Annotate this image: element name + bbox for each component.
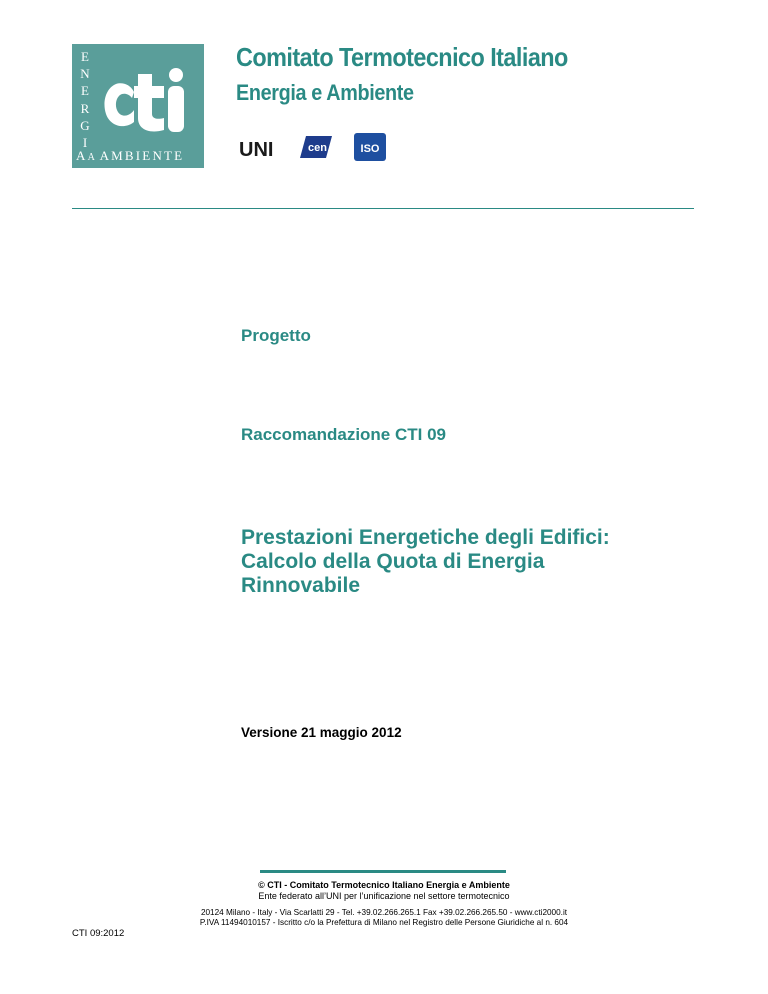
cen-logo bbox=[296, 132, 336, 162]
header-divider bbox=[72, 208, 694, 209]
cen-logo-text: cen bbox=[308, 142, 327, 154]
footer-address: 20124 Milano - Italy - Via Scarlatti 29 - Tel. +39.02.266.265.1 Fax +39.02.266.265.50 - www.cti2000.it bbox=[200, 908, 568, 917]
document-series: Raccomandazione CTI 09 bbox=[241, 425, 447, 444]
footer-federation: Ente federato all’UNI per l’unificazione nel settore termotecnico bbox=[258, 891, 510, 901]
logo-letter: G bbox=[80, 117, 90, 133]
logo-letter: E bbox=[81, 83, 89, 99]
document-title-line: Rinnovabile bbox=[241, 574, 361, 597]
uni-logo bbox=[238, 132, 274, 162]
document-code: CTI 09:2012 bbox=[72, 928, 125, 939]
document-title bbox=[241, 526, 681, 598]
iso-logo bbox=[354, 132, 386, 162]
logo-letter: E bbox=[81, 49, 89, 64]
footer-copyright: © CTI - Comitato Termotecnico Italiano Energia e Ambiente bbox=[258, 880, 510, 890]
logo-ambiente-text: AA AMBIENTE bbox=[76, 148, 185, 163]
org-name: Comitato Termotecnico Italiano bbox=[236, 42, 568, 72]
uni-logo-text: UNI bbox=[239, 139, 274, 161]
logo-letter: N bbox=[80, 66, 90, 82]
document-title-line: Prestazioni Energetiche degli Edifici: bbox=[241, 526, 610, 549]
cti-logo bbox=[72, 44, 204, 168]
document-version: Versione 21 maggio 2012 bbox=[241, 725, 402, 740]
document-title-line: Calcolo della Quota di Energia bbox=[241, 550, 545, 573]
logo-vertical-letters bbox=[78, 48, 92, 151]
logo-letter: I bbox=[82, 135, 88, 151]
footer-divider bbox=[260, 870, 506, 873]
cti-brand-mark bbox=[100, 68, 200, 146]
org-subtitle: Energia e Ambiente bbox=[236, 80, 414, 105]
document-status: Progetto bbox=[241, 326, 311, 345]
iso-logo-text: ISO bbox=[360, 143, 380, 155]
footer-registration: P.IVA 11494010157 - Iscritto c/o la Prefettura di Milano nel Registro delle Persone Giuridiche al n. 604 bbox=[199, 918, 569, 927]
logo-letter: R bbox=[80, 100, 90, 116]
